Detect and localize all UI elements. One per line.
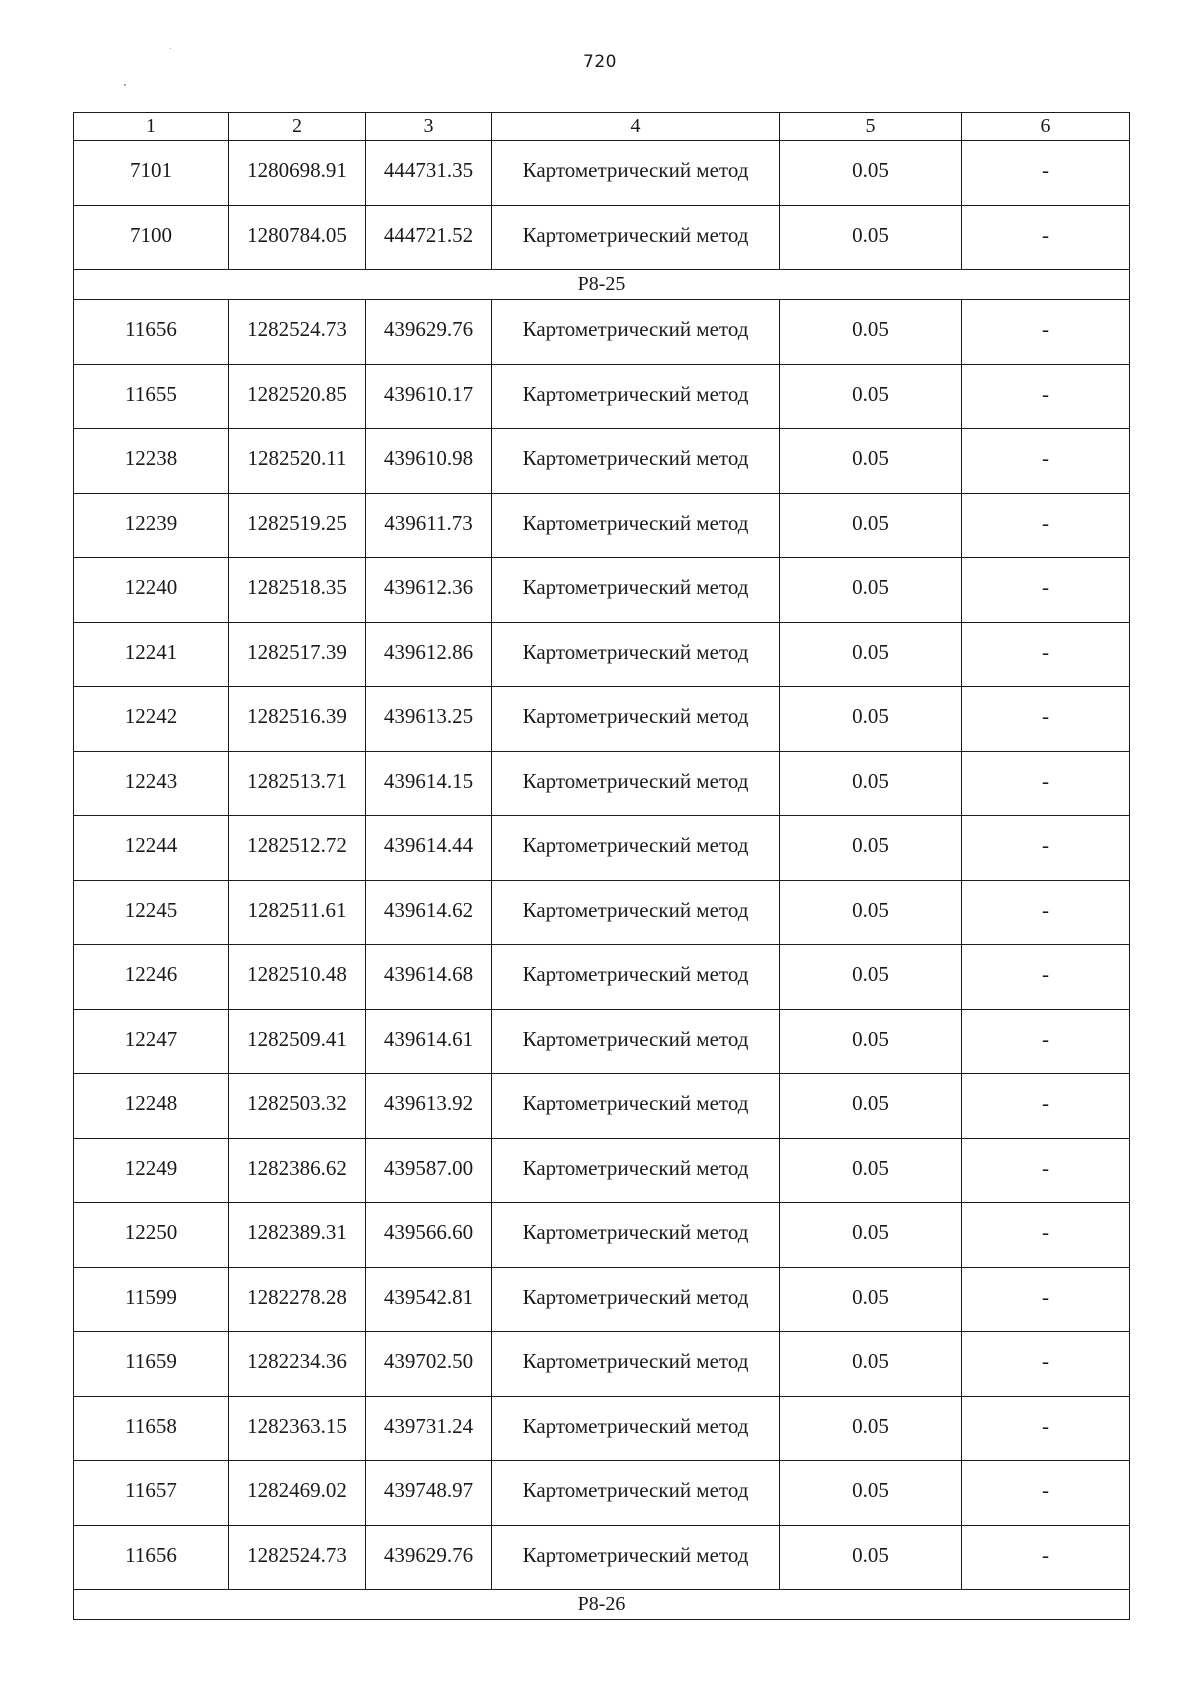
table-row (74, 141, 1130, 206)
note-cell: - (962, 1461, 1130, 1526)
note-cell: - (962, 300, 1130, 365)
method-cell: Картометрический метод (492, 300, 780, 365)
point-id-cell: 12247 (74, 1009, 229, 1074)
accuracy-cell: 0.05 (780, 558, 962, 623)
x-coordinate-cell: 1282519.25 (229, 493, 366, 558)
method-cell: Картометрический метод (492, 1138, 780, 1203)
method-cell: Картометрический метод (492, 1203, 780, 1268)
y-coordinate-cell: 439731.24 (366, 1396, 492, 1461)
note-cell: - (962, 687, 1130, 752)
y-coordinate-cell: 439613.25 (366, 687, 492, 752)
method-cell: Картометрический метод (492, 816, 780, 881)
method-cell: Картометрический метод (492, 205, 780, 270)
point-id-cell: 11657 (74, 1461, 229, 1526)
accuracy-cell: 0.05 (780, 300, 962, 365)
point-id-cell: 12244 (74, 816, 229, 881)
table-row (74, 429, 1130, 494)
point-id-cell: 12240 (74, 558, 229, 623)
y-coordinate-cell: 439611.73 (366, 493, 492, 558)
method-cell: Картометрический метод (492, 1332, 780, 1397)
accuracy-cell: 0.05 (780, 1203, 962, 1268)
method-cell: Картометрический метод (492, 493, 780, 558)
x-coordinate-cell: 1282509.41 (229, 1009, 366, 1074)
note-cell: - (962, 1074, 1130, 1139)
method-cell: Картометрический метод (492, 1396, 780, 1461)
table-row (74, 1138, 1130, 1203)
column-number: 2 (229, 113, 366, 141)
x-coordinate-cell: 1282513.71 (229, 751, 366, 816)
table-row (74, 687, 1130, 752)
table-row (74, 493, 1130, 558)
method-cell: Картометрический метод (492, 1525, 780, 1590)
accuracy-cell: 0.05 (780, 205, 962, 270)
x-coordinate-cell: 1280784.05 (229, 205, 366, 270)
note-cell: - (962, 205, 1130, 270)
note-cell: - (962, 1203, 1130, 1268)
x-coordinate-cell: 1280698.91 (229, 141, 366, 206)
accuracy-cell: 0.05 (780, 622, 962, 687)
table-row (74, 945, 1130, 1010)
point-id-cell: 11658 (74, 1396, 229, 1461)
method-cell: Картометрический метод (492, 1267, 780, 1332)
method-cell: Картометрический метод (492, 622, 780, 687)
accuracy-cell: 0.05 (780, 364, 962, 429)
method-cell: Картометрический метод (492, 687, 780, 752)
y-coordinate-cell: 444721.52 (366, 205, 492, 270)
y-coordinate-cell: 439612.86 (366, 622, 492, 687)
column-number: 6 (962, 113, 1130, 141)
point-id-cell: 7101 (74, 141, 229, 206)
point-id-cell: 12242 (74, 687, 229, 752)
page-number: 720 (583, 52, 617, 72)
note-cell: - (962, 1138, 1130, 1203)
x-coordinate-cell: 1282524.73 (229, 1525, 366, 1590)
accuracy-cell: 0.05 (780, 1138, 962, 1203)
x-coordinate-cell: 1282516.39 (229, 687, 366, 752)
column-number: 1 (74, 113, 229, 141)
point-id-cell: 12239 (74, 493, 229, 558)
y-coordinate-cell: 439612.36 (366, 558, 492, 623)
section-title: Р8-25 (74, 270, 1130, 300)
accuracy-cell: 0.05 (780, 751, 962, 816)
table-row (74, 1074, 1130, 1139)
section-header-row (74, 270, 1130, 300)
table-row (74, 300, 1130, 365)
accuracy-cell: 0.05 (780, 1396, 962, 1461)
table-row (74, 751, 1130, 816)
note-cell: - (962, 1332, 1130, 1397)
y-coordinate-cell: 439629.76 (366, 300, 492, 365)
y-coordinate-cell: 439566.60 (366, 1203, 492, 1268)
note-cell: - (962, 1396, 1130, 1461)
accuracy-cell: 0.05 (780, 141, 962, 206)
point-id-cell: 11656 (74, 1525, 229, 1590)
point-id-cell: 11656 (74, 300, 229, 365)
note-cell: - (962, 622, 1130, 687)
x-coordinate-cell: 1282524.73 (229, 300, 366, 365)
point-id-cell: 12245 (74, 880, 229, 945)
y-coordinate-cell: 439614.68 (366, 945, 492, 1010)
table-row (74, 364, 1130, 429)
y-coordinate-cell: 439542.81 (366, 1267, 492, 1332)
table-row (74, 1009, 1130, 1074)
scan-speck (170, 48, 171, 49)
accuracy-cell: 0.05 (780, 1461, 962, 1526)
y-coordinate-cell: 439614.15 (366, 751, 492, 816)
column-number: 4 (492, 113, 780, 141)
point-id-cell: 11599 (74, 1267, 229, 1332)
x-coordinate-cell: 1282389.31 (229, 1203, 366, 1268)
point-id-cell: 11659 (74, 1332, 229, 1397)
table-row (74, 1396, 1130, 1461)
note-cell: - (962, 751, 1130, 816)
point-id-cell: 12246 (74, 945, 229, 1010)
point-id-cell: 12249 (74, 1138, 229, 1203)
x-coordinate-cell: 1282517.39 (229, 622, 366, 687)
note-cell: - (962, 945, 1130, 1010)
method-cell: Картометрический метод (492, 1009, 780, 1074)
table-row (74, 816, 1130, 881)
x-coordinate-cell: 1282520.11 (229, 429, 366, 494)
point-id-cell: 12241 (74, 622, 229, 687)
x-coordinate-cell: 1282511.61 (229, 880, 366, 945)
accuracy-cell: 0.05 (780, 816, 962, 881)
method-cell: Картометрический метод (492, 429, 780, 494)
y-coordinate-cell: 439702.50 (366, 1332, 492, 1397)
column-number: 3 (366, 113, 492, 141)
accuracy-cell: 0.05 (780, 1267, 962, 1332)
method-cell: Картометрический метод (492, 1461, 780, 1526)
point-id-cell: 12250 (74, 1203, 229, 1268)
x-coordinate-cell: 1282503.32 (229, 1074, 366, 1139)
point-id-cell: 12243 (74, 751, 229, 816)
method-cell: Картометрический метод (492, 558, 780, 623)
column-number-row (74, 113, 1130, 141)
coordinates-table (73, 112, 1130, 1620)
x-coordinate-cell: 1282518.35 (229, 558, 366, 623)
table-row (74, 1525, 1130, 1590)
note-cell: - (962, 429, 1130, 494)
y-coordinate-cell: 439613.92 (366, 1074, 492, 1139)
point-id-cell: 12248 (74, 1074, 229, 1139)
scan-speck (124, 84, 126, 86)
section-title: Р8-26 (74, 1590, 1130, 1620)
note-cell: - (962, 364, 1130, 429)
x-coordinate-cell: 1282278.28 (229, 1267, 366, 1332)
x-coordinate-cell: 1282386.62 (229, 1138, 366, 1203)
method-cell: Картометрический метод (492, 364, 780, 429)
table-row (74, 1461, 1130, 1526)
y-coordinate-cell: 439748.97 (366, 1461, 492, 1526)
y-coordinate-cell: 439610.17 (366, 364, 492, 429)
note-cell: - (962, 558, 1130, 623)
table-row (74, 205, 1130, 270)
table-row (74, 622, 1130, 687)
accuracy-cell: 0.05 (780, 687, 962, 752)
y-coordinate-cell: 439610.98 (366, 429, 492, 494)
accuracy-cell: 0.05 (780, 1009, 962, 1074)
y-coordinate-cell: 439587.00 (366, 1138, 492, 1203)
accuracy-cell: 0.05 (780, 1525, 962, 1590)
y-coordinate-cell: 439629.76 (366, 1525, 492, 1590)
y-coordinate-cell: 439614.44 (366, 816, 492, 881)
accuracy-cell: 0.05 (780, 1332, 962, 1397)
table-row (74, 1267, 1130, 1332)
note-cell: - (962, 1267, 1130, 1332)
accuracy-cell: 0.05 (780, 945, 962, 1010)
point-id-cell: 7100 (74, 205, 229, 270)
x-coordinate-cell: 1282363.15 (229, 1396, 366, 1461)
x-coordinate-cell: 1282512.72 (229, 816, 366, 881)
note-cell: - (962, 141, 1130, 206)
method-cell: Картометрический метод (492, 141, 780, 206)
note-cell: - (962, 1525, 1130, 1590)
x-coordinate-cell: 1282520.85 (229, 364, 366, 429)
x-coordinate-cell: 1282469.02 (229, 1461, 366, 1526)
column-number: 5 (780, 113, 962, 141)
point-id-cell: 12238 (74, 429, 229, 494)
method-cell: Картометрический метод (492, 751, 780, 816)
accuracy-cell: 0.05 (780, 880, 962, 945)
accuracy-cell: 0.05 (780, 429, 962, 494)
y-coordinate-cell: 439614.62 (366, 880, 492, 945)
table-row (74, 558, 1130, 623)
x-coordinate-cell: 1282234.36 (229, 1332, 366, 1397)
table-row (74, 1332, 1130, 1397)
y-coordinate-cell: 439614.61 (366, 1009, 492, 1074)
coordinates-table-body (74, 113, 1130, 1620)
accuracy-cell: 0.05 (780, 1074, 962, 1139)
point-id-cell: 11655 (74, 364, 229, 429)
section-header-row (74, 1590, 1130, 1620)
method-cell: Картометрический метод (492, 1074, 780, 1139)
note-cell: - (962, 1009, 1130, 1074)
method-cell: Картометрический метод (492, 880, 780, 945)
y-coordinate-cell: 444731.35 (366, 141, 492, 206)
note-cell: - (962, 880, 1130, 945)
method-cell: Картометрический метод (492, 945, 780, 1010)
accuracy-cell: 0.05 (780, 493, 962, 558)
table-row (74, 880, 1130, 945)
note-cell: - (962, 816, 1130, 881)
note-cell: - (962, 493, 1130, 558)
x-coordinate-cell: 1282510.48 (229, 945, 366, 1010)
table-row (74, 1203, 1130, 1268)
